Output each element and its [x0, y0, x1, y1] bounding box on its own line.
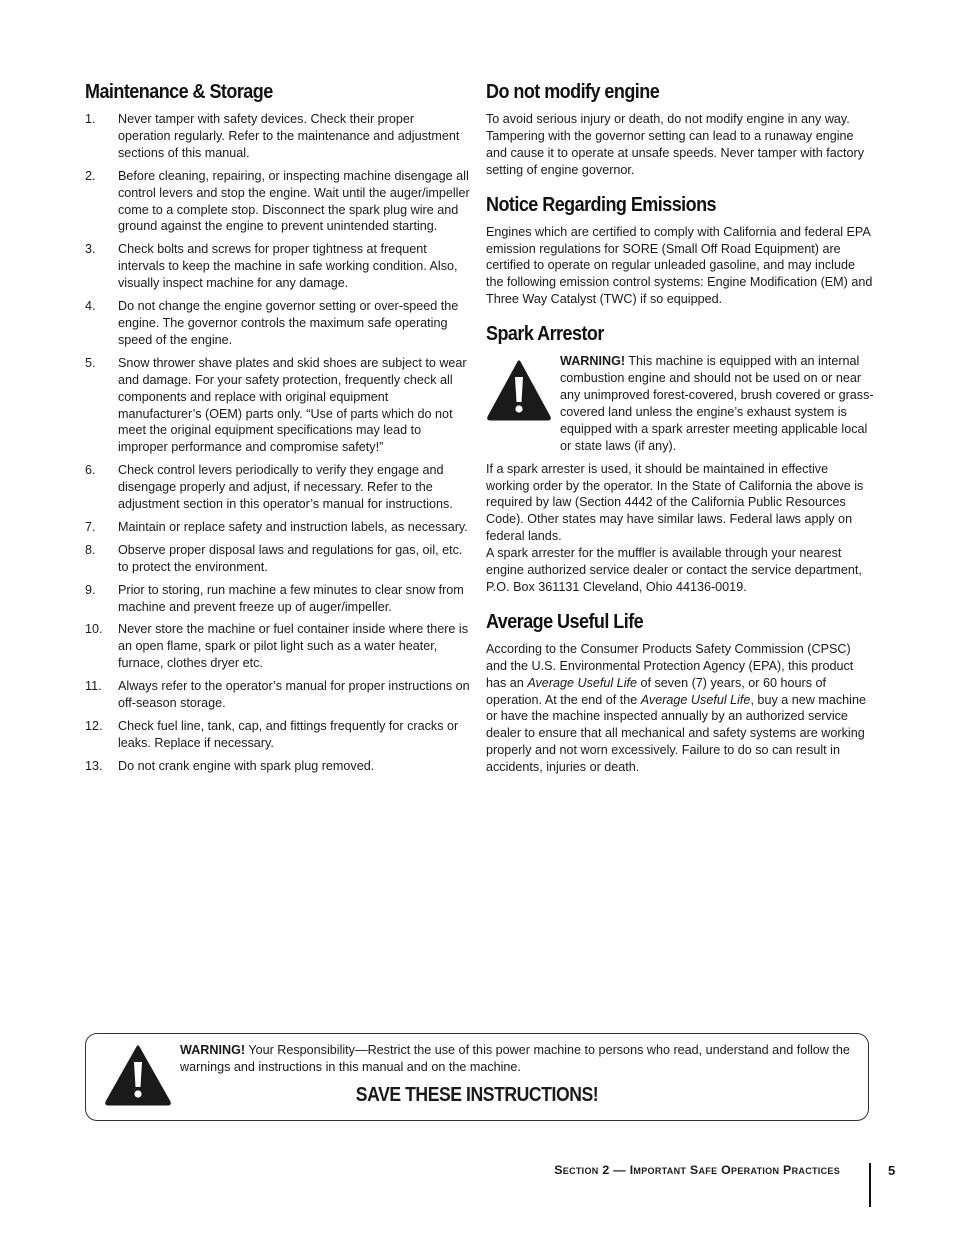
- list-item-text: Snow thrower shave plates and skid shoes are subject to wear and damage. For your safety protection, frequently check all components and replace with original equipment manufacturer’s (OEM) parts only. “Use of parts which do not meet the original equipment specifications may lead to improper performance and compromise safety!”: [118, 355, 467, 455]
- list-item-number: 12.: [85, 719, 103, 733]
- list-item-number: 2.: [85, 168, 96, 183]
- list-item: [85, 678, 470, 712]
- list-item-text: Do not crank engine with spark plug removed.: [118, 758, 375, 773]
- life-section: [486, 610, 874, 776]
- life-body: [486, 641, 874, 776]
- list-item: [85, 355, 470, 456]
- list-item-text: Never store the machine or fuel container inside where there is an open flame, spark or pilot light such as a water heater, furnace, clothes dryer etc.: [118, 622, 469, 671]
- list-item-text: Check fuel line, tank, cap, and fittings frequently for cracks or leaks. Replace if necessary.: [118, 719, 459, 750]
- list-item-number: 7.: [85, 519, 96, 534]
- list-item-text: Do not change the engine governor setting or over-speed the engine. The governor controls the maximum safe operating speed of the engine.: [118, 299, 459, 347]
- spark-section: [486, 322, 874, 596]
- maintenance-heading: Maintenance & Storage: [85, 81, 273, 103]
- spark-warning: [486, 353, 874, 454]
- list-item-number: 1.: [85, 112, 96, 126]
- list-item: [85, 621, 470, 672]
- warning-triangle-icon: [486, 359, 552, 421]
- list-item-text: Check bolts and screws for proper tightness at frequent intervals to keep the machine in safe working condition. Also, visually inspect machine for any damage.: [118, 242, 458, 291]
- bottom-warning-text: [180, 1042, 850, 1076]
- list-item-number: 8.: [85, 542, 96, 557]
- modify-section: [486, 80, 874, 179]
- list-item-number: 11.: [85, 679, 102, 694]
- list-item-text: Always refer to the operator’s manual for proper instructions on off-season storage.: [118, 679, 470, 711]
- modify-heading: Do not modify engine: [486, 81, 660, 103]
- list-item-text: Check control levers periodically to verify they engage and disengage properly and adjust, if necessary. Refer to the adjustment section in this operator’s manual for instructions.: [118, 463, 453, 512]
- spark-body-2: A spark arrester for the muffler is available through your nearest engine authorized service dealer or contact the service department, P.O. Box 361131 Cleveland, Ohio 44136-0019.: [486, 546, 862, 594]
- list-item: [85, 462, 470, 513]
- bottom-warning-body: Your Responsibility—Restrict the use of this power machine to persons who read, understand and follow the warnings and instructions in this manual and on the machine.: [180, 1043, 850, 1074]
- list-item: [85, 582, 470, 616]
- life-italic-1: Average Useful Life: [527, 675, 637, 690]
- list-item-text: Before cleaning, repairing, or inspecting machine disengage all control levers and stop the engine. Wait until the auger/impeller come to a complete stop. Disconnect the spark plug wire and ground against the engine to prevent unintended starting.: [118, 168, 470, 234]
- spark-warning-label: WARNING!: [560, 354, 626, 369]
- list-item: [85, 519, 470, 536]
- spark-warning-text: [560, 353, 874, 454]
- life-text-1: According to the Consumer Products Safety Commission (CPSC) and the U.S. Environmental Protection Agency (EPA), this product has an: [486, 641, 854, 690]
- list-item: [85, 542, 470, 576]
- list-item-text: Prior to storing, run machine a few minutes to clear snow from machine and prevent freeze up of auger/impeller.: [118, 582, 464, 614]
- emissions-heading: Notice Regarding Emissions: [486, 193, 717, 216]
- list-item-number: 3.: [85, 242, 96, 257]
- footer-divider: [869, 1163, 871, 1207]
- footer-section-title: Section 2 — Important Safe Operation Practices: [554, 1163, 840, 1177]
- right-column: [486, 80, 874, 790]
- spark-warning-body: This machine is equipped with an internal combustion engine and should not be used on or near any unimproved forest-covered, brush covered or grass-covered land unless the engine’s exhaust system is equipped with a spark arrester meeting applicable local or state laws (if any).: [560, 354, 874, 453]
- life-text-3: , buy a new machine or have the machine inspected annually by an authorized service dealer to ensure that all mechanical and safety systems are working properly and not worn excessively. Failure to do so can result in accidents, injuries or death.: [486, 692, 866, 775]
- emissions-body: Engines which are certified to comply with California and federal EPA emission regulations for SORE (Small Off Road Equipment) are certified to operate on regular unleaded gasoline, and may include the following emission control systems: Engine Modification (EM) and Three Way Catalyst (TWC) if so equipped.: [486, 224, 873, 307]
- spark-body-1: If a spark arrester is used, it should be maintained in effective working order by the operator. In the State of California the above is required by law (Section 4442 of the California Public Resources Code). Other states may have similar laws. Federal laws apply on federal lands.: [486, 461, 864, 544]
- list-item-number: 10.: [85, 622, 103, 637]
- list-item-number: 6.: [85, 463, 96, 478]
- list-item-number: 5.: [85, 355, 96, 370]
- list-item: [85, 241, 470, 292]
- page-number: 5: [888, 1163, 896, 1178]
- list-item: [85, 168, 470, 236]
- list-item-number: 4.: [85, 299, 96, 314]
- list-item-text: Observe proper disposal laws and regulations for gas, oil, etc. to protect the environment.: [118, 542, 463, 574]
- bottom-warning-label: WARNING!: [180, 1043, 246, 1057]
- left-column: [85, 80, 470, 781]
- save-instructions: SAVE THESE INSTRUCTIONS!: [355, 1084, 599, 1106]
- modify-body: To avoid serious injury or death, do not modify engine in any way. Tampering with the governor setting can lead to a runaway engine and cause it to operate at unsafe speeds. Never tamper with factory setting of engine governor.: [486, 112, 865, 177]
- life-text-2: of seven (7) years, or 60 hours of operation. At the end of the: [486, 675, 826, 707]
- life-heading: Average Useful Life: [486, 610, 644, 633]
- emissions-section: [486, 193, 874, 309]
- spark-heading: Spark Arrestor: [486, 323, 604, 346]
- list-item-text: Maintain or replace safety and instruction labels, as necessary.: [118, 519, 468, 534]
- bottom-warning-box: [85, 1033, 869, 1121]
- list-item: [85, 111, 470, 162]
- list-item-number: 13.: [85, 758, 103, 773]
- list-item-number: 9.: [85, 582, 96, 597]
- maintenance-list: [85, 111, 470, 775]
- list-item: [85, 718, 470, 752]
- list-item-text: Never tamper with safety devices. Check their proper operation regularly. Refer to the maintenance and adjustment sections of this manual.: [118, 112, 460, 160]
- life-italic-2: Average Useful Life: [640, 692, 751, 707]
- list-item: [85, 758, 470, 775]
- list-item: [85, 298, 470, 349]
